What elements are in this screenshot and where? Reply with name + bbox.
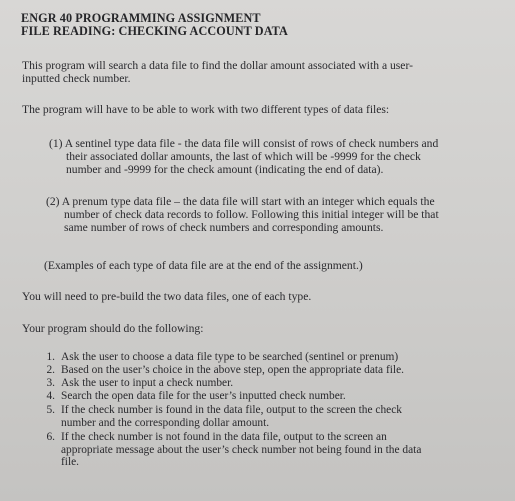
step-text-line: If the check number is found in the data file, output to the screen the check bbox=[61, 404, 402, 416]
step-text-line: If the check number is not found in the data file, output to the screen an bbox=[61, 431, 387, 443]
step-number: 1. bbox=[46, 351, 55, 363]
type2-line-2: number of check data records to follow. Following this initial integer will be that bbox=[64, 208, 439, 221]
step-text bbox=[61, 404, 402, 429]
header-line-1: ENGR 40 PROGRAMMING ASSIGNMENT bbox=[21, 11, 261, 25]
type2-line-1: (2) A prenum type data file – the data file will start with an integer which equals the bbox=[46, 195, 435, 208]
header-line-2: FILE READING: CHECKING ACCOUNT DATA bbox=[21, 24, 288, 38]
examples-note: (Examples of each type of data file are at the end of the assignment.) bbox=[44, 259, 363, 272]
step-text-line: file. bbox=[61, 456, 80, 469]
type1-line-3: number and -9999 for the check amount (indicating the end of data). bbox=[66, 163, 384, 176]
step-text-line: number and the corresponding dollar amount. bbox=[61, 416, 270, 429]
header-title bbox=[21, 12, 288, 38]
type1-paragraph bbox=[49, 137, 438, 176]
step-text: Ask the user to input a check number. bbox=[61, 377, 234, 389]
type2-line-3: same number of rows of check numbers and corresponding amounts. bbox=[64, 221, 384, 234]
steps-intro: Your program should do the following: bbox=[22, 322, 204, 335]
intro-line-2: inputted check number. bbox=[22, 72, 131, 85]
step-text: Ask the user to choose a data file type to be searched (sentinel or prenum) bbox=[61, 351, 399, 363]
step-number: 5. bbox=[46, 404, 55, 416]
prebuild-note: You will need to pre-build the two data files, one of each type. bbox=[22, 290, 312, 303]
types-intro: The program will have to be able to work with two different types of data files: bbox=[22, 103, 390, 116]
step-number: 3. bbox=[46, 377, 55, 389]
type1-line-1: (1) A sentinel type data file - the data file will consist of rows of check numbers and bbox=[49, 137, 439, 150]
step-text bbox=[61, 431, 421, 469]
step-text: Based on the user’s choice in the above step, open the appropriate data file. bbox=[61, 364, 404, 376]
step-text: Search the open data file for the user’s inputted check number. bbox=[61, 390, 346, 402]
step-number: 6. bbox=[46, 431, 55, 443]
type2-paragraph bbox=[46, 195, 439, 234]
step-number: 2. bbox=[46, 364, 55, 376]
type1-line-2: their associated dollar amounts, the last of which will be -9999 for the check bbox=[66, 150, 421, 163]
intro-line-1: This program will search a data file to find the dollar amount associated with a user- bbox=[22, 59, 413, 72]
step-number: 4. bbox=[46, 390, 55, 402]
intro-paragraph bbox=[22, 59, 413, 85]
step-text-line: appropriate message about the user’s check number not being found in the data bbox=[61, 443, 422, 456]
